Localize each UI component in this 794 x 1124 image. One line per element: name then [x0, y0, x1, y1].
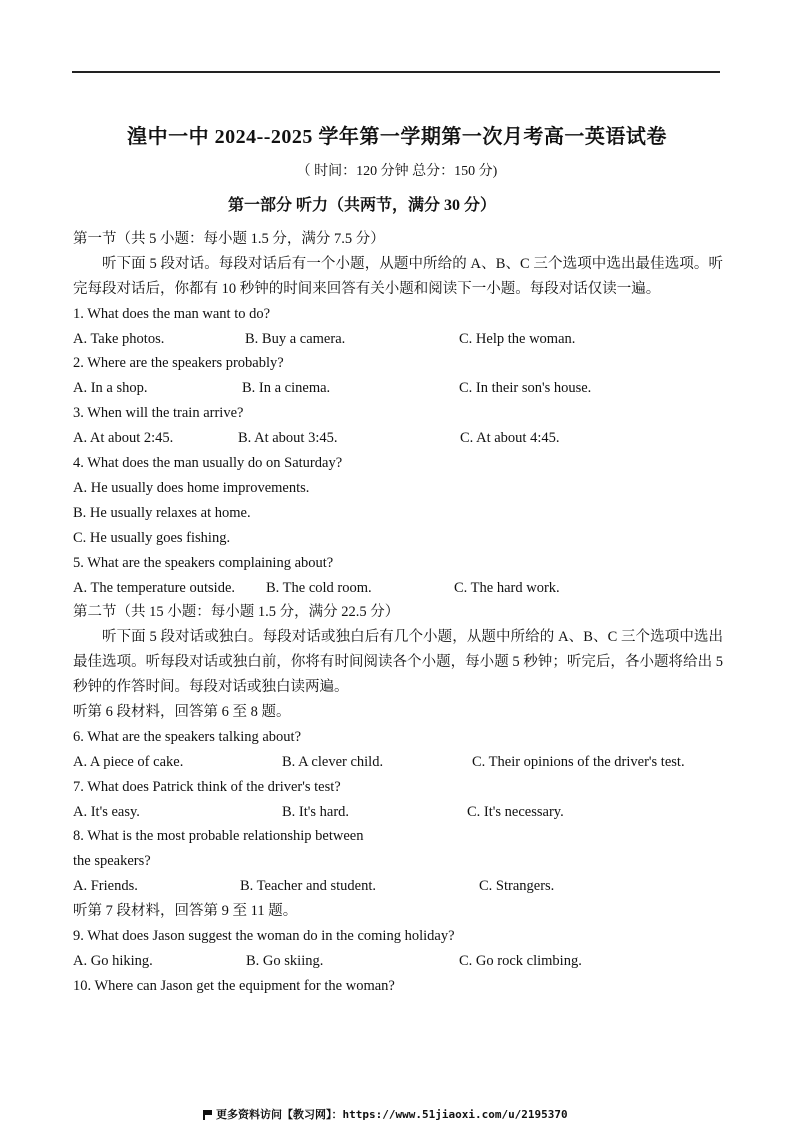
material-7-note: 听第 7 段材料，回答第 9 至 11 题。 — [73, 903, 298, 920]
option-a: A. He usually does home improvements. — [73, 479, 310, 496]
option-a: A. Friends. — [73, 878, 138, 895]
option-a: A. It's easy. — [73, 803, 140, 820]
question-6-options — [73, 750, 723, 775]
exam-content — [73, 227, 723, 999]
option-b: B. It's hard. — [282, 803, 350, 820]
option-b: B. Go skiing. — [246, 952, 324, 969]
question-2-options — [73, 376, 723, 401]
question-7-options — [73, 800, 723, 825]
exam-time-score: （ 时间：120 分钟 总分：150 分) — [296, 164, 498, 179]
question-8-options — [73, 874, 723, 899]
material-6-note: 听第 6 段材料，回答第 6 至 8 题。 — [73, 704, 291, 720]
option-c: C. Strangers. — [479, 878, 555, 895]
option-a: A. Go hiking. — [73, 952, 153, 969]
option-b: B. The cold room. — [266, 579, 372, 596]
question-10-stem: 10. Where can Jason get the equipment for the woman? — [73, 977, 395, 994]
option-b: B. Buy a camera. — [245, 330, 346, 347]
section2-instruction: 听下面 5 段对话或独白。每段对话或独白后有几个小题，从题中所给的 A、B、C 三个选项中选出最佳选项。听每段对话或独白前，你将有时间阅读各个小题，每小题 5 秒钟；听完后，各小题将给出 5 秒钟的作答时间。每段对话或独白读两遍。 — [73, 629, 723, 696]
section2-heading: 第二节（共 15 小题：每小题 1.5 分，满分 22.5 分） — [73, 604, 400, 621]
footer-note — [203, 1106, 568, 1122]
question-4-stem: 4. What does the man usually do on Saturday? — [73, 455, 343, 472]
question-3-options — [73, 426, 723, 451]
option-a: A. At about 2:45. — [73, 430, 174, 447]
option-c: C. In their son's house. — [459, 380, 592, 397]
option-c: C. At about 4:45. — [460, 430, 560, 447]
option-b: B. A clever child. — [282, 753, 384, 770]
option-a: A. In a shop. — [73, 380, 148, 397]
part-heading: 第一部分 听力（共两节，满分 30 分） — [227, 197, 496, 214]
footer-link-text[interactable]: 更多资料访问【教习网】：https://www.51jiaoxi.com/u/2195370 — [216, 1108, 568, 1121]
option-c: C. He usually goes fishing. — [73, 529, 231, 546]
question-5-stem: 5. What are the speakers complaining about? — [73, 554, 334, 571]
question-5-options — [73, 576, 723, 601]
option-b: B. In a cinema. — [242, 380, 331, 397]
question-3-stem: 3. When will the train arrive? — [73, 405, 244, 422]
question-8-stem-cont: the speakers? — [73, 853, 151, 870]
question-9-options — [73, 949, 723, 974]
option-b: B. He usually relaxes at home. — [73, 504, 251, 521]
exam-title: 湟中一中 2024--2025 学年第一学期第一次月考高一英语试卷 — [127, 126, 667, 148]
section1-heading: 第一节（共 5 小题：每小题 1.5 分，满分 7.5 分） — [73, 231, 385, 247]
question-1-options — [73, 327, 723, 352]
option-b: B. Teacher and student. — [240, 878, 377, 895]
option-c: C. Help the woman. — [459, 330, 576, 347]
section1-instruction: 听下面 5 段对话。每段对话后有一个小题，从题中所给的 A、B、C 三个选项中选出最佳选项。听完每段对话后，你都有 10 秒钟的时间来回答有关小题和阅读下一小题。每段对话仅读一遍。 — [73, 255, 723, 297]
header-rule — [72, 71, 720, 73]
question-1-stem: 1. What does the man want to do? — [73, 305, 271, 322]
option-c: C. Their opinions of the driver's test. — [472, 753, 685, 770]
option-a: A. The temperature outside. — [73, 579, 235, 596]
option-c: C. It's necessary. — [467, 803, 564, 820]
option-b: B. At about 3:45. — [238, 430, 338, 447]
option-a: A. A piece of cake. — [73, 753, 184, 770]
option-c: C. The hard work. — [454, 579, 560, 596]
option-a: A. Take photos. — [73, 330, 165, 347]
question-7-stem: 7. What does Patrick think of the driver's test? — [73, 778, 341, 795]
option-c: C. Go rock climbing. — [459, 952, 582, 969]
question-6-stem: 6. What are the speakers talking about? — [73, 728, 302, 745]
question-9-stem: 9. What does Jason suggest the woman do in the coming holiday? — [73, 928, 455, 945]
question-2-stem: 2. Where are the speakers probably? — [73, 355, 284, 372]
question-8-stem: 8. What is the most probable relationship between — [73, 828, 364, 845]
flag-icon — [203, 1110, 212, 1119]
